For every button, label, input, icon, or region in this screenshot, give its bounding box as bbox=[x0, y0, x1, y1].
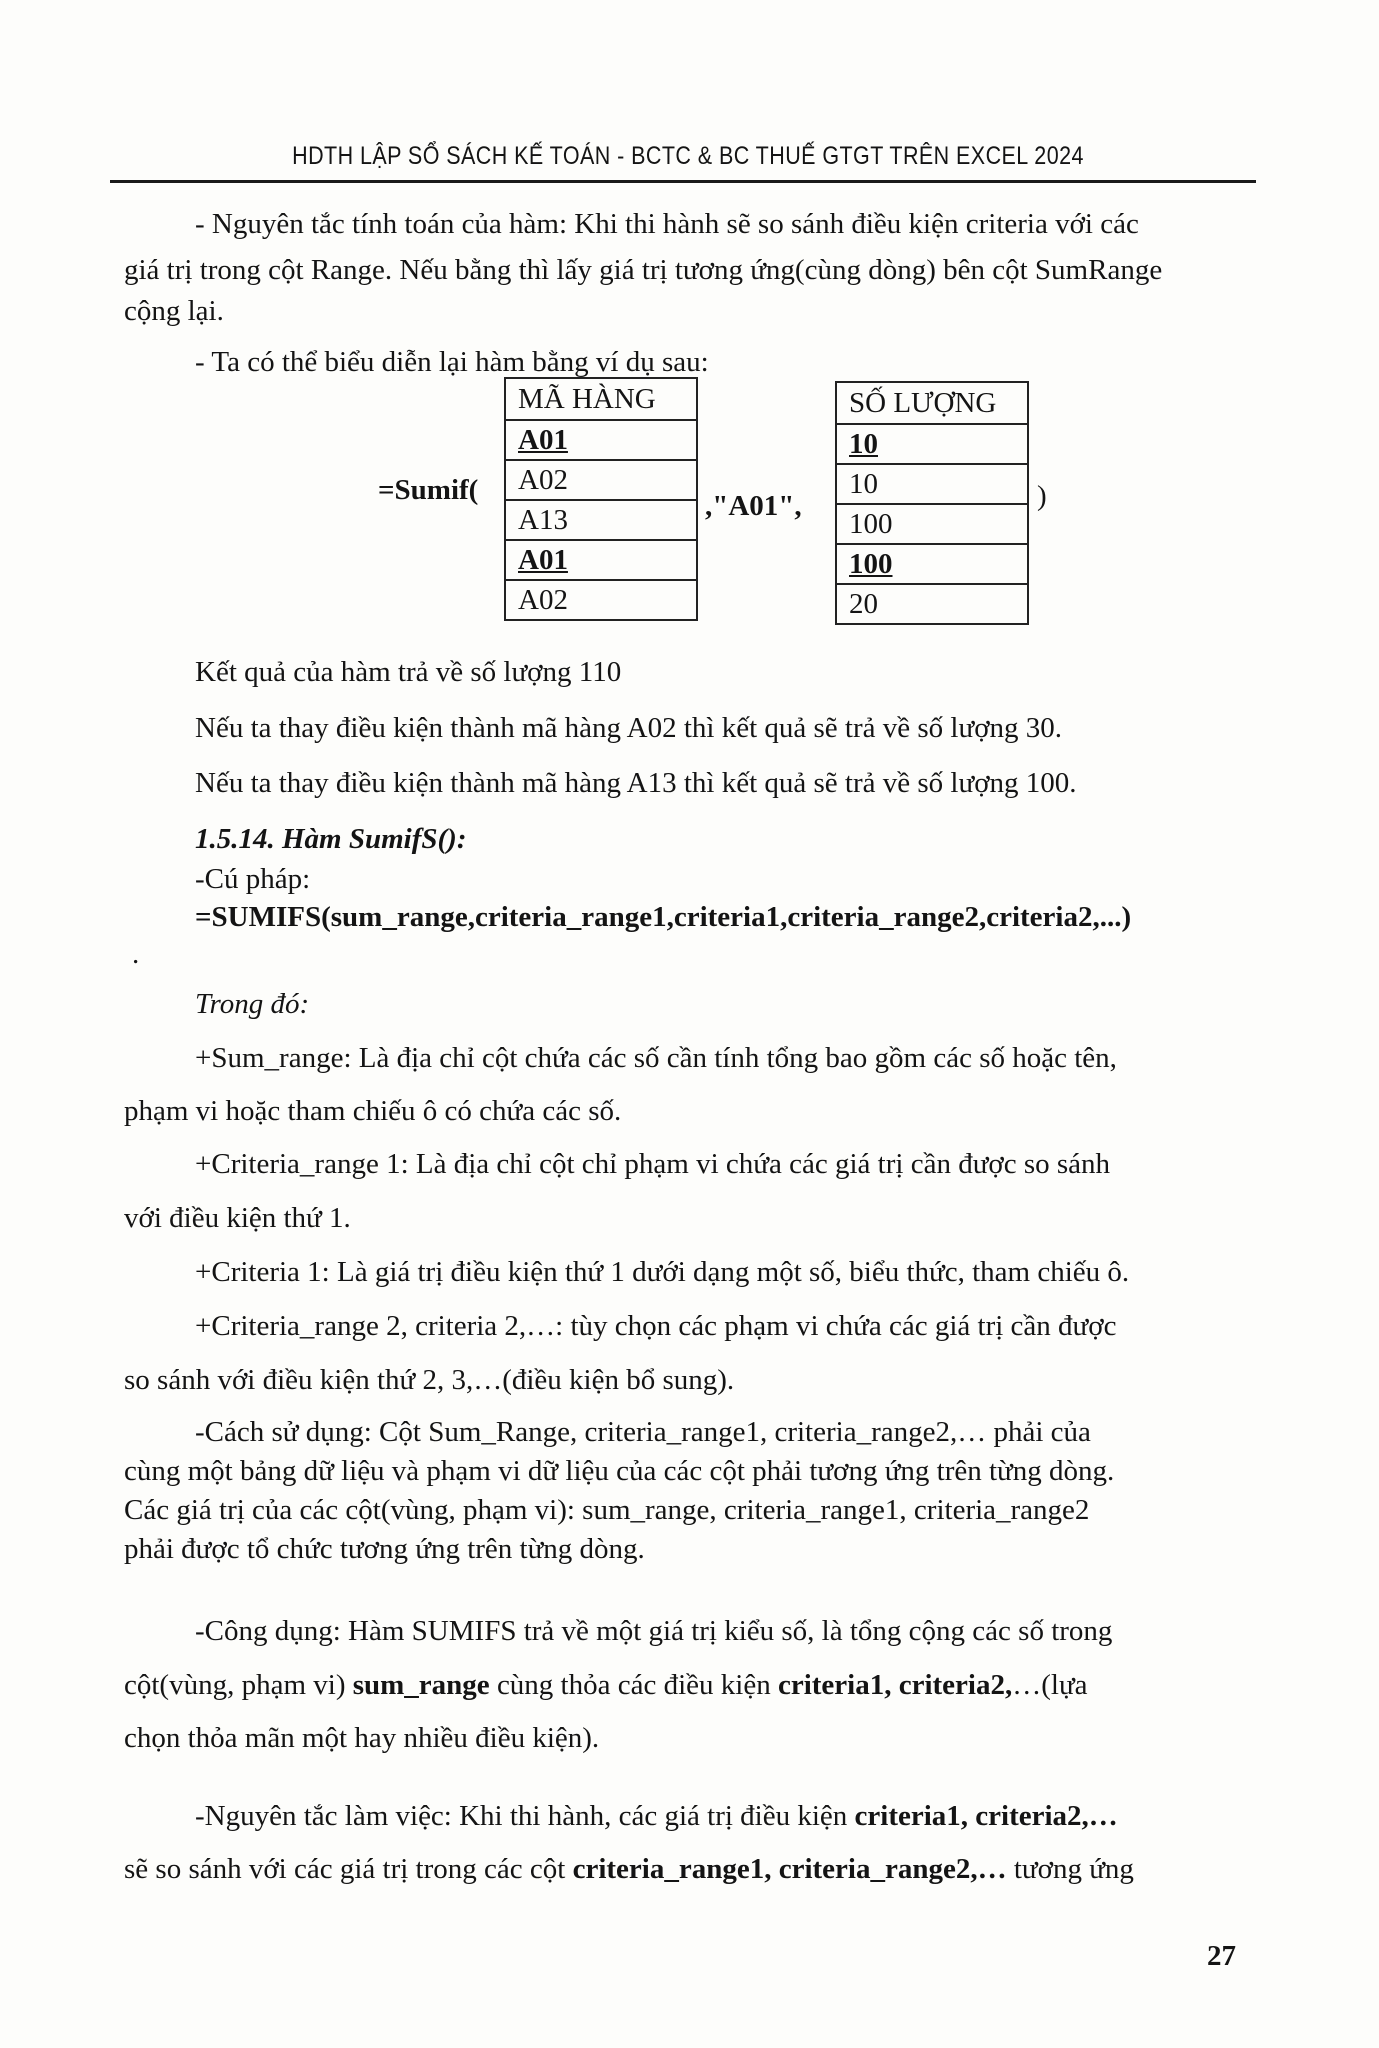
range-table-header: MÃ HÀNG bbox=[506, 379, 696, 421]
sum-table-cell: 100 bbox=[837, 505, 1027, 545]
result-line: Nếu ta thay điều kiện thành mã hàng A02 thì kết quả sẽ trả về số lượng 30. bbox=[195, 712, 1063, 744]
text-line: chọn thỏa mãn một hay nhiều điều kiện). bbox=[124, 1722, 600, 1754]
where-label: Trong đó: bbox=[195, 988, 310, 1020]
sum-table-cell: 10 bbox=[837, 425, 1027, 465]
range-table bbox=[504, 377, 698, 621]
page-number: 27 bbox=[1207, 1940, 1236, 1972]
text-line: +Criteria_range 2, criteria 2,…: tùy chọn các phạm vi chứa các giá trị cần được bbox=[195, 1310, 1117, 1342]
text-line: - Nguyên tắc tính toán của hàm: Khi thi hành sẽ so sánh điều kiện criteria với các bbox=[195, 208, 1139, 240]
range-table-cell: A13 bbox=[506, 501, 696, 541]
header-rule bbox=[110, 180, 1256, 183]
text-line: giá trị trong cột Range. Nếu bằng thì lấy giá trị tương ứng(cùng dòng) bên cột SumRange bbox=[124, 254, 1163, 286]
criteria-argument: ,"A01", bbox=[705, 490, 802, 522]
text-line: phải được tổ chức tương ứng trên từng dòng. bbox=[124, 1533, 645, 1565]
example-intro: - Ta có thể biểu diễn lại hàm bằng ví dụ sau: bbox=[195, 346, 709, 378]
text-line: với điều kiện thứ 1. bbox=[124, 1202, 351, 1234]
text-line: cột(vùng, phạm vi) sum_range cùng thỏa các điều kiện criteria1, criteria2,…(lựa bbox=[124, 1669, 1088, 1701]
range-table-cell: A02 bbox=[506, 581, 696, 621]
range-table-cell: A02 bbox=[506, 461, 696, 501]
syntax-formula: =SUMIFS(sum_range,criteria_range1,criteria1,criteria_range2,criteria2,...) bbox=[195, 901, 1132, 933]
text-line: -Cách sử dụng: Cột Sum_Range, criteria_range1, criteria_range2,… phải của bbox=[195, 1416, 1091, 1448]
result-line: Nếu ta thay điều kiện thành mã hàng A13 thì kết quả sẽ trả về số lượng 100. bbox=[195, 767, 1077, 799]
text-line: cùng một bảng dữ liệu và phạm vi dữ liệu của các cột phải tương ứng trên từng dòng. bbox=[124, 1455, 1115, 1487]
sum-table-cell: 100 bbox=[837, 545, 1027, 585]
stray-dot: . bbox=[132, 938, 140, 970]
text-line: +Criteria 1: Là giá trị điều kiện thứ 1 dưới dạng một số, biểu thức, tham chiếu ô. bbox=[195, 1256, 1130, 1288]
range-table-cell: A01 bbox=[506, 541, 696, 581]
result-line: Kết quả của hàm trả về số lượng 110 bbox=[195, 656, 622, 688]
text-line: cộng lại. bbox=[124, 295, 224, 327]
syntax-label: -Cú pháp: bbox=[195, 863, 311, 895]
text-line: -Công dụng: Hàm SUMIFS trả về một giá trị kiểu số, là tổng cộng các số trong bbox=[195, 1615, 1113, 1647]
close-paren: ) bbox=[1037, 480, 1047, 512]
text-line: so sánh với điều kiện thứ 2, 3,…(điều kiện bổ sung). bbox=[124, 1364, 735, 1396]
section-heading: 1.5.14. Hàm SumifS(): bbox=[195, 823, 467, 855]
range-table-cell: A01 bbox=[506, 421, 696, 461]
sum-table-cell: 20 bbox=[837, 585, 1027, 625]
text-line: sẽ so sánh với các giá trị trong các cột criteria_range1, criteria_range2,… tương ứng bbox=[124, 1853, 1134, 1885]
text-line: +Criteria_range 1: Là địa chỉ cột chỉ phạm vi chứa các giá trị cần được so sánh bbox=[195, 1148, 1111, 1180]
text-line: +Sum_range: Là địa chỉ cột chứa các số cần tính tổng bao gồm các số hoặc tên, bbox=[195, 1042, 1117, 1074]
sum-table-cell: 10 bbox=[837, 465, 1027, 505]
text-line: Các giá trị của các cột(vùng, phạm vi): sum_range, criteria_range1, criteria_range2 bbox=[124, 1494, 1090, 1526]
text-line: phạm vi hoặc tham chiếu ô có chứa các số. bbox=[124, 1095, 622, 1127]
sum-table-header: SỐ LƯỢNG bbox=[837, 383, 1027, 425]
page-header: HDTH LẬP SỔ SÁCH KẾ TOÁN - BCTC & BC THUẾ GTGT TRÊN EXCEL 2024 bbox=[292, 142, 1084, 170]
function-label: =Sumif( bbox=[378, 474, 479, 506]
text-line: -Nguyên tắc làm việc: Khi thi hành, các giá trị điều kiện criteria1, criteria2,… bbox=[195, 1800, 1118, 1832]
sum-table bbox=[835, 381, 1029, 625]
